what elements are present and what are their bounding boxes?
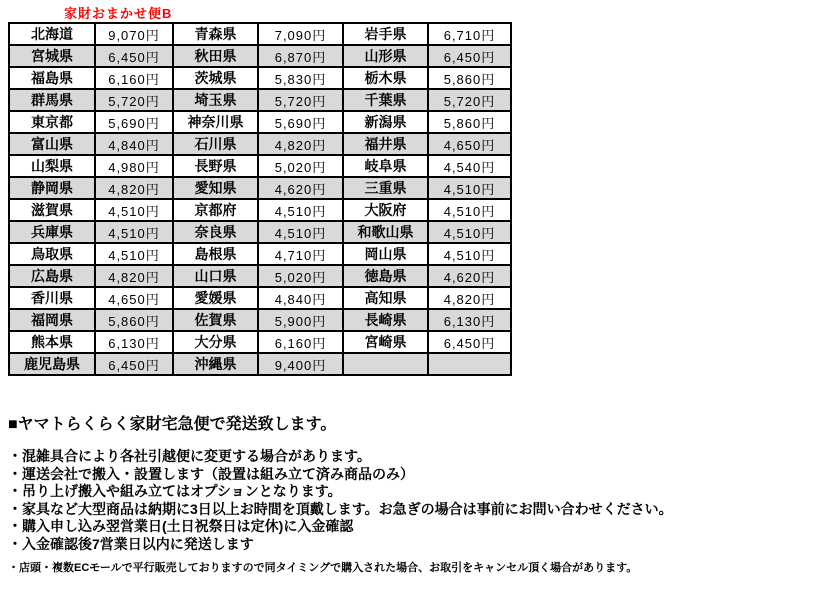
note-item: ・吊り上げ搬入や組み立てはオプションとなります。: [8, 483, 342, 499]
price-cell: 5,860円: [428, 111, 511, 133]
price-cell: 4,510円: [428, 243, 511, 265]
prefecture-cell: [343, 353, 428, 375]
price-cell: 6,450円: [428, 331, 511, 353]
table-row: [9, 331, 511, 353]
prefecture-cell: 鳥取県: [9, 243, 95, 265]
price-cell: 6,450円: [428, 45, 511, 67]
price-cell: 4,510円: [428, 221, 511, 243]
table-row: [9, 265, 511, 287]
prefecture-cell: 埼玉県: [173, 89, 258, 111]
price-cell: 6,160円: [258, 331, 343, 353]
price-cell: 4,980円: [95, 155, 173, 177]
prefecture-cell: 岩手県: [343, 23, 428, 45]
price-cell: 4,820円: [258, 133, 343, 155]
prefecture-cell: 長崎県: [343, 309, 428, 331]
prefecture-cell: 島根県: [173, 243, 258, 265]
price-cell: 6,450円: [95, 353, 173, 375]
prefecture-cell: 北海道: [9, 23, 95, 45]
price-cell: 5,860円: [428, 67, 511, 89]
prefecture-cell: 山口県: [173, 265, 258, 287]
prefecture-cell: 兵庫県: [9, 221, 95, 243]
price-cell: 4,840円: [95, 133, 173, 155]
prefecture-cell: 熊本県: [9, 331, 95, 353]
table-row: [9, 45, 511, 67]
price-cell: 4,540円: [428, 155, 511, 177]
prefecture-cell: 山形県: [343, 45, 428, 67]
table-row: [9, 23, 511, 45]
prefecture-cell: 秋田県: [173, 45, 258, 67]
prefecture-cell: 富山県: [9, 133, 95, 155]
price-cell: 5,720円: [95, 89, 173, 111]
prefecture-cell: 千葉県: [343, 89, 428, 111]
prefecture-cell: 滋賀県: [9, 199, 95, 221]
table-row: [9, 111, 511, 133]
note-item: ・購入申し込み翌営業日(土日祝祭日は定休)に入金確認: [8, 518, 354, 534]
note-item: ・入金確認後7営業日以内に発送します: [8, 535, 254, 552]
table-row: [9, 221, 511, 243]
price-cell: 4,820円: [95, 265, 173, 287]
prefecture-cell: 群馬県: [9, 89, 95, 111]
table-row: [9, 243, 511, 265]
note-item: ・家具など大型商品は納期に3日以上お時間を頂戴します。お急ぎの場合は事前にお問い合わせください。: [8, 500, 673, 517]
price-cell: 7,090円: [258, 23, 343, 45]
prefecture-cell: 石川県: [173, 133, 258, 155]
table-row: [9, 177, 511, 199]
notes-list: [8, 448, 818, 553]
price-cell: 9,400円: [258, 353, 343, 375]
prefecture-cell: 山梨県: [9, 155, 95, 177]
prefecture-cell: 三重県: [343, 177, 428, 199]
prefecture-cell: 茨城県: [173, 67, 258, 89]
price-cell: 4,510円: [95, 221, 173, 243]
prefecture-cell: 愛知県: [173, 177, 258, 199]
price-cell: 5,900円: [258, 309, 343, 331]
price-cell: 4,840円: [258, 287, 343, 309]
prefecture-cell: 和歌山県: [343, 221, 428, 243]
notes-section: [8, 411, 818, 575]
prefecture-cell: 香川県: [9, 287, 95, 309]
price-cell: 5,720円: [258, 89, 343, 111]
price-cell: 5,690円: [258, 111, 343, 133]
price-cell: 6,870円: [258, 45, 343, 67]
table-row: [9, 89, 511, 111]
table-row: [9, 309, 511, 331]
prefecture-cell: 愛媛県: [173, 287, 258, 309]
price-cell: 5,020円: [258, 265, 343, 287]
table-row: [9, 67, 511, 89]
prefecture-cell: 新潟県: [343, 111, 428, 133]
price-cell: 6,160円: [95, 67, 173, 89]
price-cell: 5,020円: [258, 155, 343, 177]
prefecture-cell: 静岡県: [9, 177, 95, 199]
prefecture-cell: 奈良県: [173, 221, 258, 243]
price-cell: 4,620円: [258, 177, 343, 199]
price-cell: 5,860円: [95, 309, 173, 331]
prefecture-cell: 佐賀県: [173, 309, 258, 331]
price-cell: 4,510円: [95, 243, 173, 265]
prefecture-cell: 徳島県: [343, 265, 428, 287]
table-row: [9, 199, 511, 221]
prefecture-cell: 青森県: [173, 23, 258, 45]
prefecture-cell: 沖縄県: [173, 353, 258, 375]
note-item: ・運送会社で搬入・設置します（設置は組み立て済み商品のみ）: [8, 465, 414, 482]
prefecture-cell: 高知県: [343, 287, 428, 309]
table-row: [9, 353, 511, 375]
price-cell: 4,510円: [428, 177, 511, 199]
price-cell: 5,690円: [95, 111, 173, 133]
price-cell: 6,710円: [428, 23, 511, 45]
price-cell: 4,710円: [258, 243, 343, 265]
prefecture-cell: 宮崎県: [343, 331, 428, 353]
prefecture-cell: 栃木県: [343, 67, 428, 89]
prefecture-cell: 宮城県: [9, 45, 95, 67]
prefecture-cell: 福井県: [343, 133, 428, 155]
prefecture-cell: 福岡県: [9, 309, 95, 331]
price-cell: 4,820円: [428, 287, 511, 309]
page-title: 家財おまかせ便B: [64, 6, 173, 21]
price-cell: [428, 353, 511, 375]
prefecture-cell: 東京都: [9, 111, 95, 133]
price-cell: 4,510円: [258, 199, 343, 221]
price-cell: 6,130円: [95, 331, 173, 353]
price-cell: 9,070円: [95, 23, 173, 45]
prefecture-cell: 福島県: [9, 67, 95, 89]
price-cell: 4,650円: [428, 133, 511, 155]
fine-print: ・店頭・複数ECモールで平行販売しておりますので同タイミングで購入された場合、お取引をキャンセル頂く場合があります。: [8, 562, 638, 574]
notes-heading: ■ヤマトらくらく家財宅急便で発送致します。: [8, 416, 337, 433]
shipping-price-table: [8, 22, 512, 376]
price-cell: 5,720円: [428, 89, 511, 111]
prefecture-cell: 鹿児島県: [9, 353, 95, 375]
price-cell: 4,820円: [95, 177, 173, 199]
table-body: [9, 23, 511, 375]
table-row: [9, 287, 511, 309]
price-cell: 4,620円: [428, 265, 511, 287]
note-item: ・混雑具合により各社引越便に変更する場合があります。: [8, 448, 371, 464]
price-cell: 6,130円: [428, 309, 511, 331]
price-cell: 4,510円: [95, 199, 173, 221]
prefecture-cell: 大阪府: [343, 199, 428, 221]
price-cell: 5,830円: [258, 67, 343, 89]
prefecture-cell: 広島県: [9, 265, 95, 287]
prefecture-cell: 長野県: [173, 155, 258, 177]
prefecture-cell: 岐阜県: [343, 155, 428, 177]
price-cell: 4,650円: [95, 287, 173, 309]
prefecture-cell: 大分県: [173, 331, 258, 353]
table-row: [9, 155, 511, 177]
table-row: [9, 133, 511, 155]
price-cell: 6,450円: [95, 45, 173, 67]
price-cell: 4,510円: [428, 199, 511, 221]
prefecture-cell: 神奈川県: [173, 111, 258, 133]
prefecture-cell: 岡山県: [343, 243, 428, 265]
prefecture-cell: 京都府: [173, 199, 258, 221]
price-cell: 4,510円: [258, 221, 343, 243]
